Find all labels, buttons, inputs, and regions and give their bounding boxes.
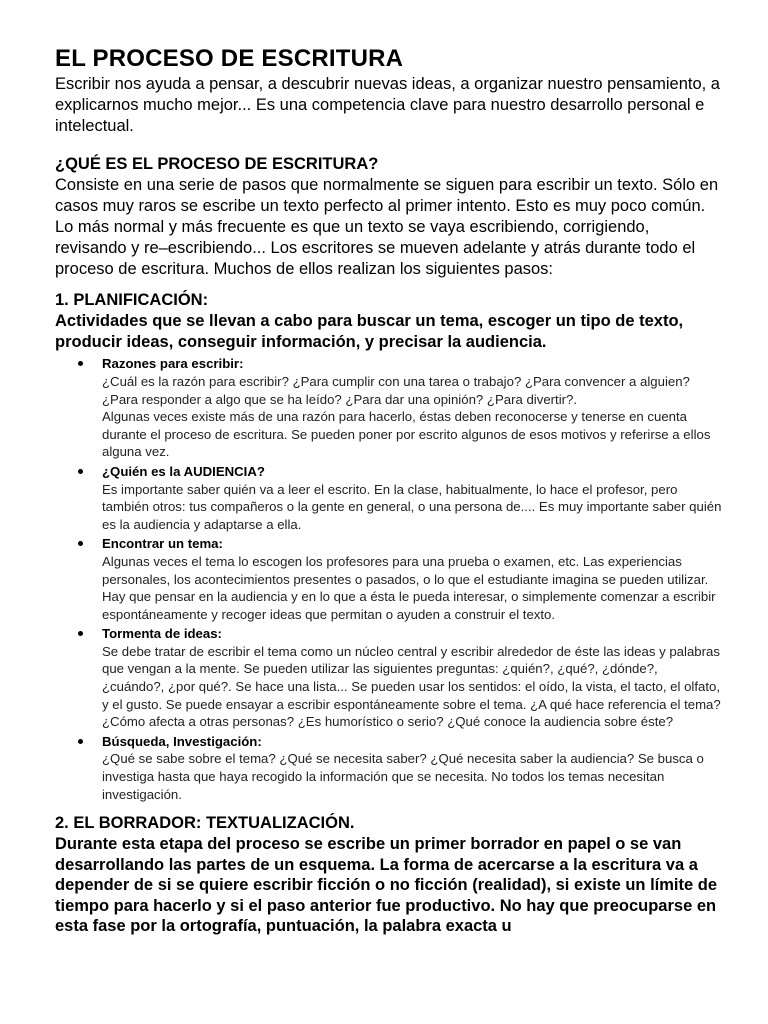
list-item-brainstorm <box>55 625 723 731</box>
bullet-icon <box>78 739 83 744</box>
list-item-research <box>55 733 723 803</box>
question-heading: ¿QUÉ ES EL PROCESO DE ESCRITURA? <box>55 155 379 174</box>
list-item-title: Tormenta de ideas: <box>102 626 222 642</box>
question-paragraph: Consiste en una serie de pasos que normalmente se siguen para escribir un texto. Sólo en casos muy raros se escribe un texto perfecto al primer intento. Esto es muy poco común. Lo más normal y más frecuente es que un texto se vaya escribiendo, corrigiendo, revisando y re–escribiendo... Los escritores se mueven adelante y atrás durante todo el proceso de escritura. Muchos de ellos realizan los siguientes pasos: <box>55 176 719 278</box>
bullet-icon <box>78 469 83 474</box>
section2-paragraph: Durante esta etapa del proceso se escribe un primer borrador en papel o se van desarrollando las partes de un esquema. La forma de acercarse a la escritura va a depender de si se quiere escribir ficción o no ficción (realidad), si existe un límite de tiempo para hacerlo y si el paso anterior fue productivo. No hay que preocuparse en esta fase por la ortografía, puntuación, la palabra exacta u <box>55 835 718 936</box>
list-item-audience <box>55 463 723 533</box>
section1-list <box>55 355 723 803</box>
list-item-text: ¿Cuál es la razón para escribir? ¿Para cumplir con una tarea o trabajo? ¿Para convencer a alguien? ¿Para responder a algo que se ha leído? ¿Para dar una opinión? ¿Para divertir?. <box>102 373 690 407</box>
list-item-title: Encontrar un tema: <box>102 536 223 552</box>
bullet-icon <box>78 631 83 636</box>
document-content <box>55 44 723 937</box>
bullet-icon <box>78 541 83 546</box>
list-item-title: Razones para escribir: <box>102 356 244 372</box>
list-item-text: Se debe tratar de escribir el tema como un núcleo central y escribir alrededor de éste las ideas y palabras que vengan a la mente. Se pueden utilizar las siguientes preguntas: ¿quién?, ¿qué?, ¿dónde?, ¿cuándo?, ¿por qué?. Se hace una lista... Se pueden usar los sentidos: el oído, la vista, el tacto, el olfato, y el gusto. Se puede ensayar a escribir espontáneamente sobre el tema. ¿A qué hace referencia el tema? ¿Cómo afecta a otras personas? ¿Es humorístico o serio? ¿Qué conoce la audiencia sobre éste? <box>102 643 721 730</box>
spacer <box>55 805 723 813</box>
intro-paragraph: Escribir nos ayuda a pensar, a descubrir nuevas ideas, a organizar nuestro pensamiento, a explicarnos mucho mejor... Es una competencia clave para nuestro desarrollo personal e intelectual. <box>55 75 720 135</box>
list-item-text: ¿Qué se sabe sobre el tema? ¿Qué se necesita saber? ¿Qué necesita saber la audiencia? Se busca o investiga hasta que haya recogido la información que se necesita. No todos los temas necesitan investigación. <box>102 751 704 802</box>
section1-paragraph: Actividades que se llevan a cabo para buscar un tema, escoger un tipo de texto, producir ideas, conseguir información, y precisar la audiencia. <box>55 312 684 351</box>
spacer <box>55 279 723 290</box>
section1-heading: 1. PLANIFICACIÓN: <box>55 291 209 310</box>
list-item-topic <box>55 535 723 623</box>
list-item-text: Algunas veces existe más de una razón para hacerlo, éstas deben reconocerse y tenerse en cuenta durante el proceso de escritura. Se pueden poner por escrito algunos de esos motivos y referirse a ellos alguna vez. <box>102 409 711 460</box>
list-item-title: ¿Quién es la AUDIENCIA? <box>102 463 265 479</box>
list-item-text: Algunas veces el tema lo escogen los profesores para una prueba o examen, etc. Las experiencias personales, los acontecimientos presentes o pasados, o lo que el estudiante imagina se pueden utilizar. Hay que pensar en la audiencia y en lo que a ésta le pueda interesar, o simplemente comenzar a escribir espontáneamente y recoger ideas que permitan o ayuden a construir el texto. <box>102 553 716 622</box>
section2-heading: 2. EL BORRADOR: TEXTUALIZACIÓN. <box>55 814 355 833</box>
spacer <box>55 136 723 154</box>
document-title: EL PROCESO DE ESCRITURA <box>55 45 404 72</box>
list-item-text: Es importante saber quién va a leer el escrito. En la clase, habitualmente, lo hace el profesor, pero también otros: tus compañeros o la gente en general, o una persona de.... Es muy importante saber quién es la audiencia y adaptarse a ella. <box>102 481 722 532</box>
list-item-title: Búsqueda, Investigación: <box>102 733 262 749</box>
bullet-icon <box>78 361 83 366</box>
list-item-reasons <box>55 355 723 461</box>
